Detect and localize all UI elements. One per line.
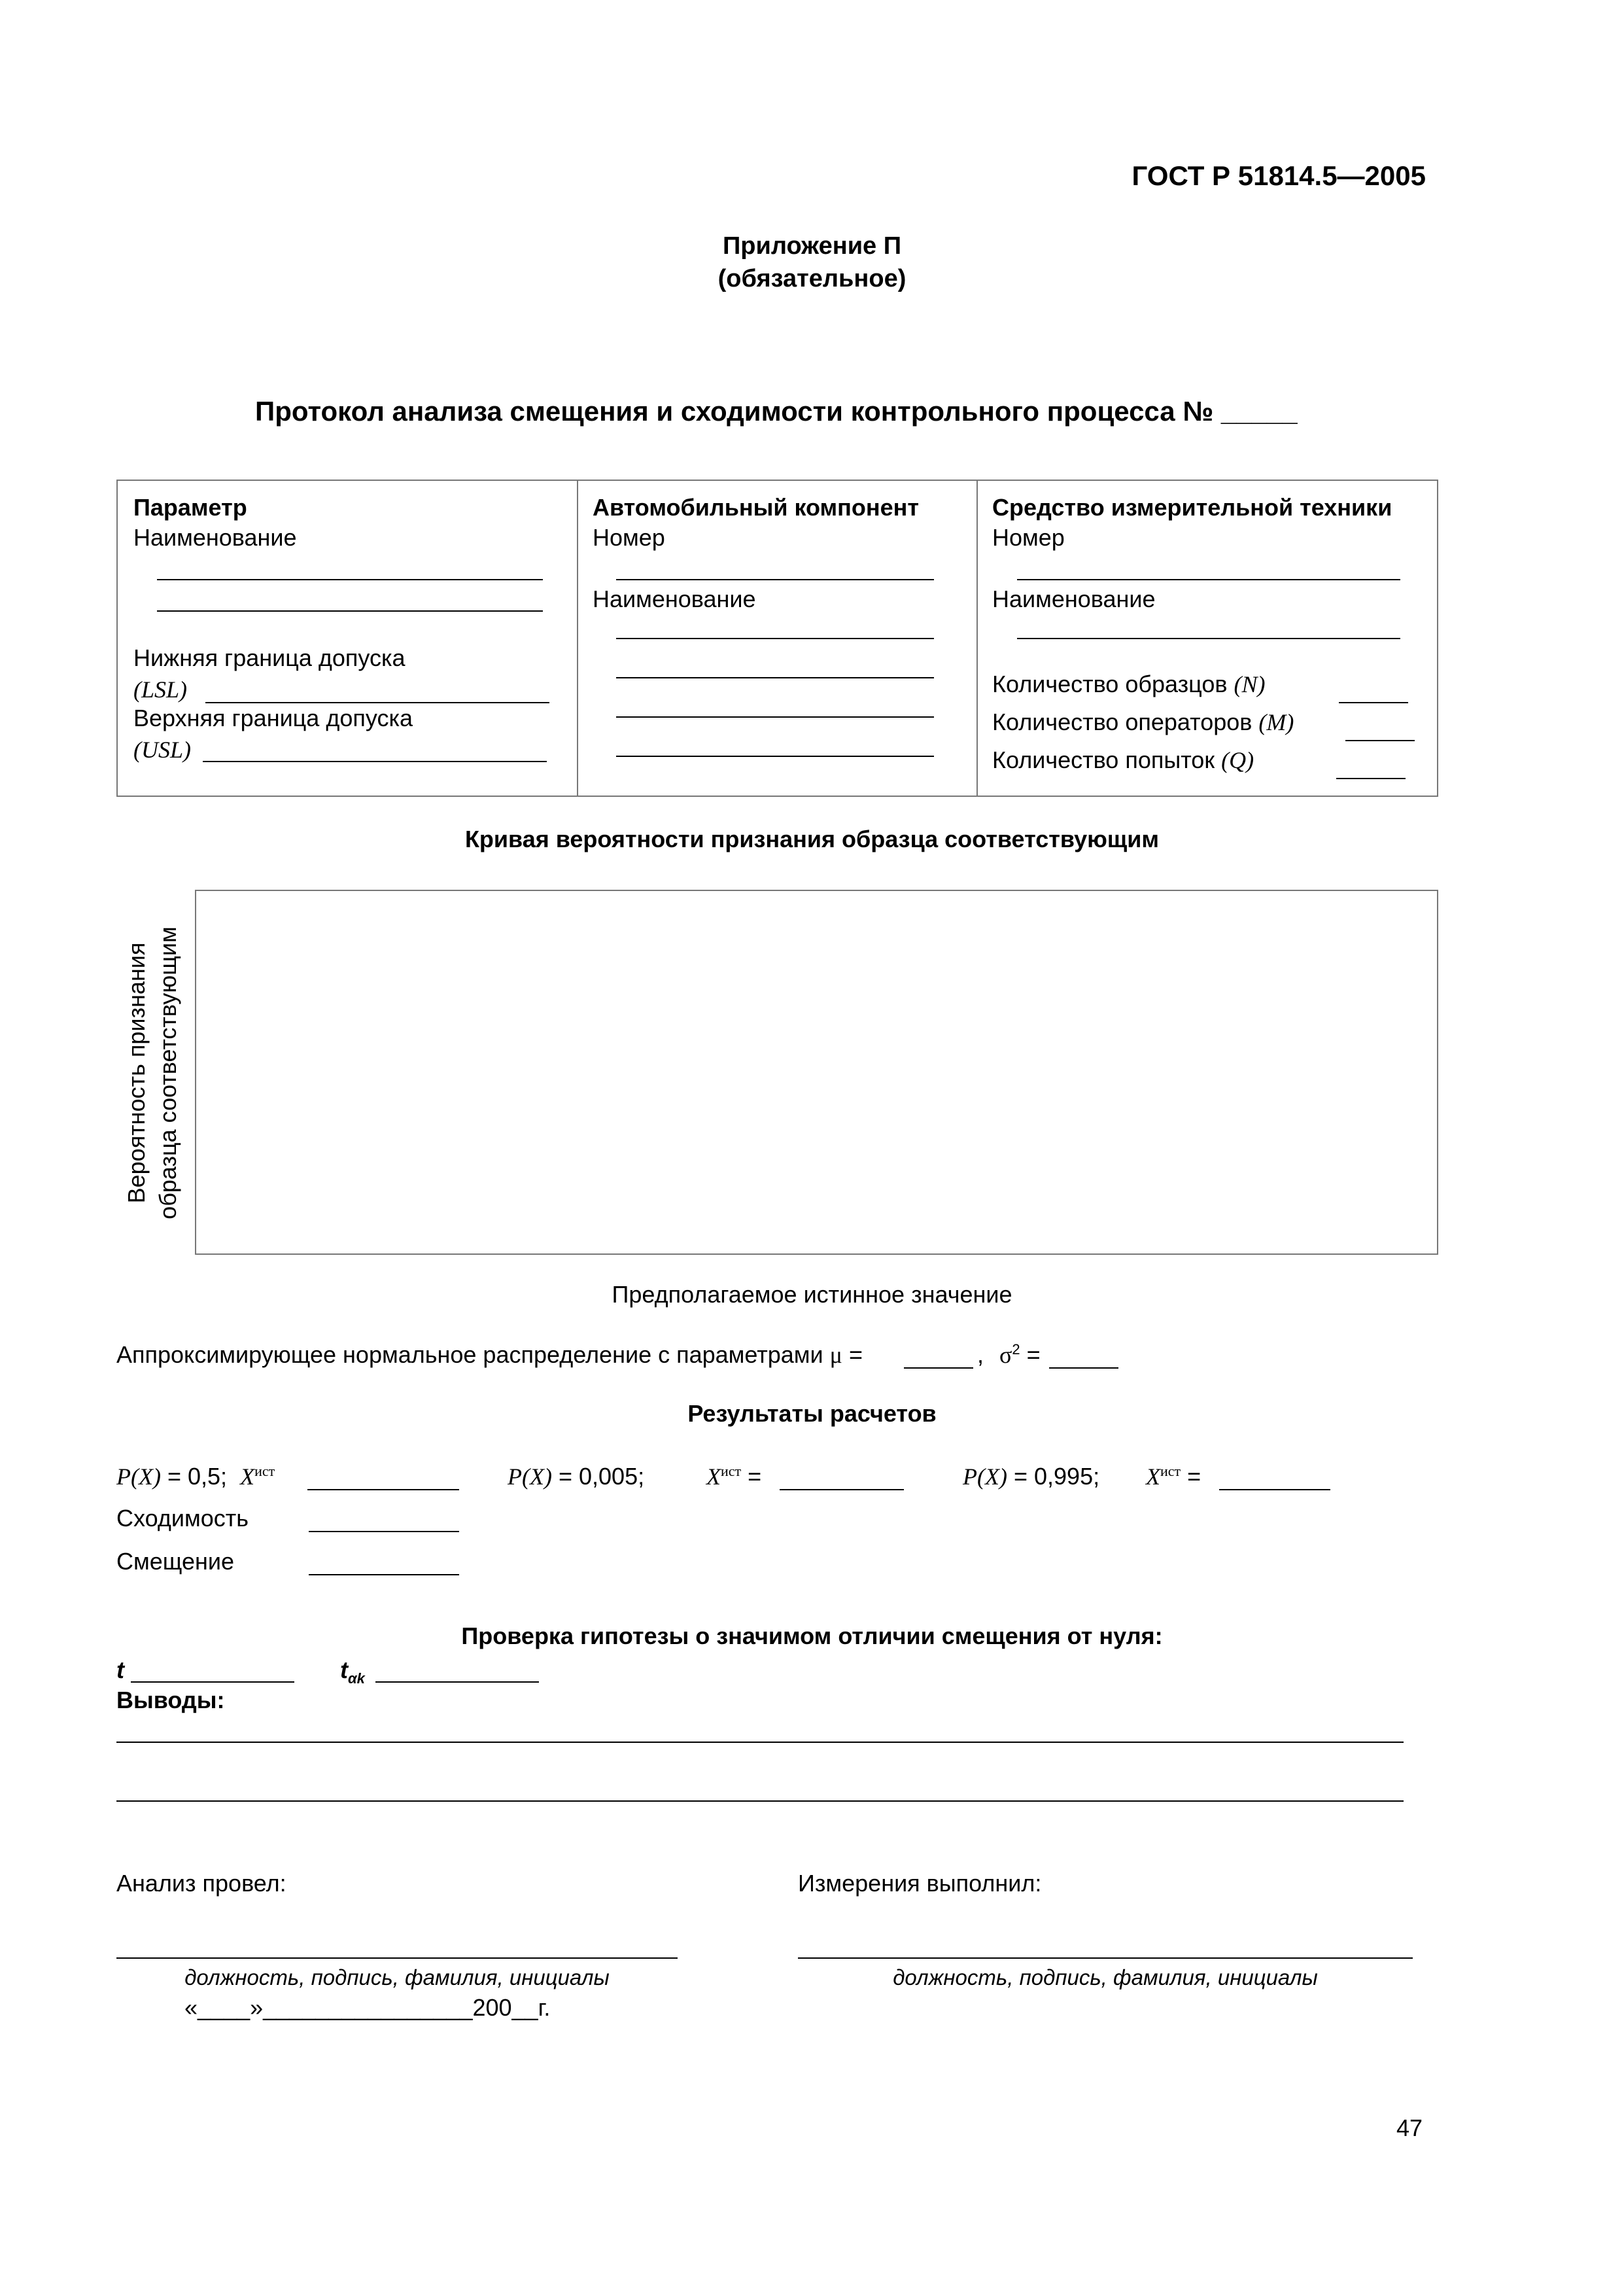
sigma-field[interactable] bbox=[1049, 1367, 1118, 1369]
t-field[interactable] bbox=[131, 1681, 294, 1683]
samples-label bbox=[992, 671, 1266, 698]
parameter-heading: Параметр bbox=[133, 494, 247, 521]
parameter-column bbox=[133, 481, 565, 796]
instrument-column bbox=[992, 481, 1430, 796]
protocol-title-text: Протокол анализа смещения и сходимости контрольного процесса № bbox=[255, 396, 1214, 427]
hypothesis-title: Проверка гипотезы о значимом отличии смещения от нуля: bbox=[461, 1622, 1163, 1649]
x-symbol-2: X bbox=[706, 1463, 721, 1490]
sigma-eq: = bbox=[1026, 1341, 1041, 1368]
protocol-number-field[interactable]: _____ bbox=[1220, 396, 1298, 427]
chart-y-axis-label bbox=[116, 896, 188, 1250]
conclusions-label: Выводы: bbox=[116, 1687, 225, 1713]
mu-symbol: μ bbox=[829, 1342, 842, 1368]
sigma-symbol: σ bbox=[999, 1342, 1012, 1368]
trials-field[interactable] bbox=[1336, 778, 1406, 779]
mu-eq: = bbox=[848, 1341, 863, 1368]
chart-title: Кривая вероятности признания образца соответствующим bbox=[464, 826, 1160, 852]
samples-symbol: (N) bbox=[1234, 671, 1266, 697]
plot-frame bbox=[196, 890, 1438, 1254]
lsl-field[interactable] bbox=[205, 702, 549, 703]
info-table bbox=[116, 480, 1438, 797]
t-label: t bbox=[116, 1656, 124, 1683]
repeatability-field[interactable] bbox=[309, 1531, 459, 1532]
mu-field[interactable] bbox=[904, 1367, 973, 1369]
appendix-status: (обязательное) bbox=[717, 265, 907, 292]
result-p05 bbox=[116, 1463, 275, 1490]
analysis-label: Анализ провел: bbox=[116, 1870, 286, 1897]
standard-number: ГОСТ Р 51814.5—2005 bbox=[1132, 160, 1426, 191]
samples-field[interactable] bbox=[1339, 702, 1408, 703]
date-field[interactable]: «____»________________200__г. bbox=[184, 1994, 551, 2021]
trials-label bbox=[992, 746, 1254, 774]
result-p0005 bbox=[508, 1463, 644, 1490]
x-symbol-1: X bbox=[240, 1463, 255, 1490]
operators-symbol: (M) bbox=[1258, 709, 1294, 735]
x-eq-2: = bbox=[748, 1463, 762, 1490]
repeatability-label: Сходимость bbox=[116, 1505, 249, 1532]
x-p0005-label bbox=[706, 1463, 761, 1490]
p0005-value: = 0,005; bbox=[558, 1463, 645, 1490]
protocol-title bbox=[255, 396, 1298, 427]
instrument-name-field[interactable] bbox=[1017, 638, 1400, 639]
component-number-label: Номер bbox=[593, 524, 665, 551]
component-name-field-2[interactable] bbox=[616, 677, 934, 678]
approx-comma: , bbox=[977, 1341, 984, 1368]
component-column bbox=[593, 481, 965, 796]
lsl-symbol: (LSL) bbox=[133, 676, 188, 703]
bias-label: Смещение bbox=[116, 1548, 235, 1575]
component-name-field-4[interactable] bbox=[616, 756, 934, 757]
trials-text: Количество попыток bbox=[992, 746, 1215, 773]
t-alpha-k-field[interactable] bbox=[375, 1681, 539, 1683]
t-alpha-k-symbol: t bbox=[340, 1656, 348, 1683]
upper-limit-label: Верхняя граница допуска bbox=[133, 705, 413, 731]
t-alpha-k-label bbox=[340, 1656, 365, 1687]
chart-plot-area[interactable] bbox=[195, 890, 1439, 1256]
p05-symbol: P(X) bbox=[116, 1463, 161, 1490]
parameter-name-field-2[interactable] bbox=[157, 610, 543, 612]
approx-label: Аппроксимирующее нормальное распределение с параметрами bbox=[116, 1341, 823, 1368]
x-sup-2: ист bbox=[721, 1463, 742, 1479]
t-alpha-k-subscript: αk bbox=[348, 1670, 365, 1687]
page-number: 47 bbox=[1396, 2114, 1423, 2141]
p0995-symbol: P(X) bbox=[963, 1463, 1007, 1490]
result-p0995 bbox=[963, 1463, 1099, 1490]
samples-text: Количество образцов bbox=[992, 671, 1228, 697]
component-name-label: Наименование bbox=[593, 586, 756, 612]
measurements-label: Измерения выполнил: bbox=[798, 1870, 1042, 1897]
instrument-number-field[interactable] bbox=[1017, 579, 1400, 580]
instrument-name-label: Наименование bbox=[992, 586, 1156, 612]
appendix-title: Приложение П bbox=[722, 232, 902, 260]
p0995-value: = 0,995; bbox=[1013, 1463, 1100, 1490]
conclusions-line-1[interactable] bbox=[116, 1742, 1404, 1743]
operators-label bbox=[992, 709, 1294, 736]
caption-right: должность, подпись, фамилия, инициалы bbox=[893, 1965, 1318, 1989]
results-title: Результаты расчетов bbox=[687, 1400, 937, 1427]
caption-left: должность, подпись, фамилия, инициалы bbox=[184, 1965, 610, 1989]
x-sup-3: ист bbox=[1160, 1463, 1181, 1479]
p0005-symbol: P(X) bbox=[508, 1463, 552, 1490]
sigma-squared bbox=[999, 1341, 1041, 1369]
component-heading: Автомобильный компонент bbox=[593, 494, 920, 521]
approx-line bbox=[116, 1341, 863, 1369]
conclusions-line-2[interactable] bbox=[116, 1800, 1404, 1802]
parameter-name-field-1[interactable] bbox=[157, 579, 543, 580]
trials-symbol: (Q) bbox=[1221, 747, 1254, 773]
p05-value: = 0,5; bbox=[167, 1463, 228, 1490]
y-axis-label-line-1: Вероятность признания bbox=[123, 942, 150, 1204]
operators-text: Количество операторов bbox=[992, 709, 1253, 735]
usl-symbol: (USL) bbox=[133, 737, 191, 763]
chart-x-axis-label: Предполагаемое истинное значение bbox=[612, 1281, 1012, 1308]
x-p0995-field[interactable] bbox=[1219, 1489, 1330, 1490]
component-number-field[interactable] bbox=[616, 579, 934, 580]
component-name-field-3[interactable] bbox=[616, 716, 934, 718]
usl-field[interactable] bbox=[203, 761, 547, 762]
bias-field[interactable] bbox=[309, 1574, 459, 1575]
x-p05-field[interactable] bbox=[307, 1489, 459, 1490]
x-symbol-3: X bbox=[1146, 1463, 1160, 1490]
instrument-number-label: Номер bbox=[992, 524, 1065, 551]
x-sup-1: ист bbox=[254, 1463, 275, 1479]
x-p0005-field[interactable] bbox=[780, 1489, 904, 1490]
lower-limit-label: Нижняя граница допуска bbox=[133, 644, 406, 671]
parameter-name-label: Наименование bbox=[133, 524, 297, 551]
operators-field[interactable] bbox=[1345, 740, 1415, 741]
sigma-exponent: 2 bbox=[1012, 1341, 1020, 1358]
component-name-field-1[interactable] bbox=[616, 638, 934, 639]
y-axis-label-line-2: образца соответствующим bbox=[154, 926, 181, 1219]
instrument-heading: Средство измерительной техники bbox=[992, 494, 1392, 521]
measurements-signature-field[interactable] bbox=[798, 1957, 1413, 1959]
x-eq-3: = bbox=[1187, 1463, 1201, 1490]
x-p0995-label bbox=[1146, 1463, 1201, 1490]
analysis-signature-field[interactable] bbox=[116, 1957, 678, 1959]
